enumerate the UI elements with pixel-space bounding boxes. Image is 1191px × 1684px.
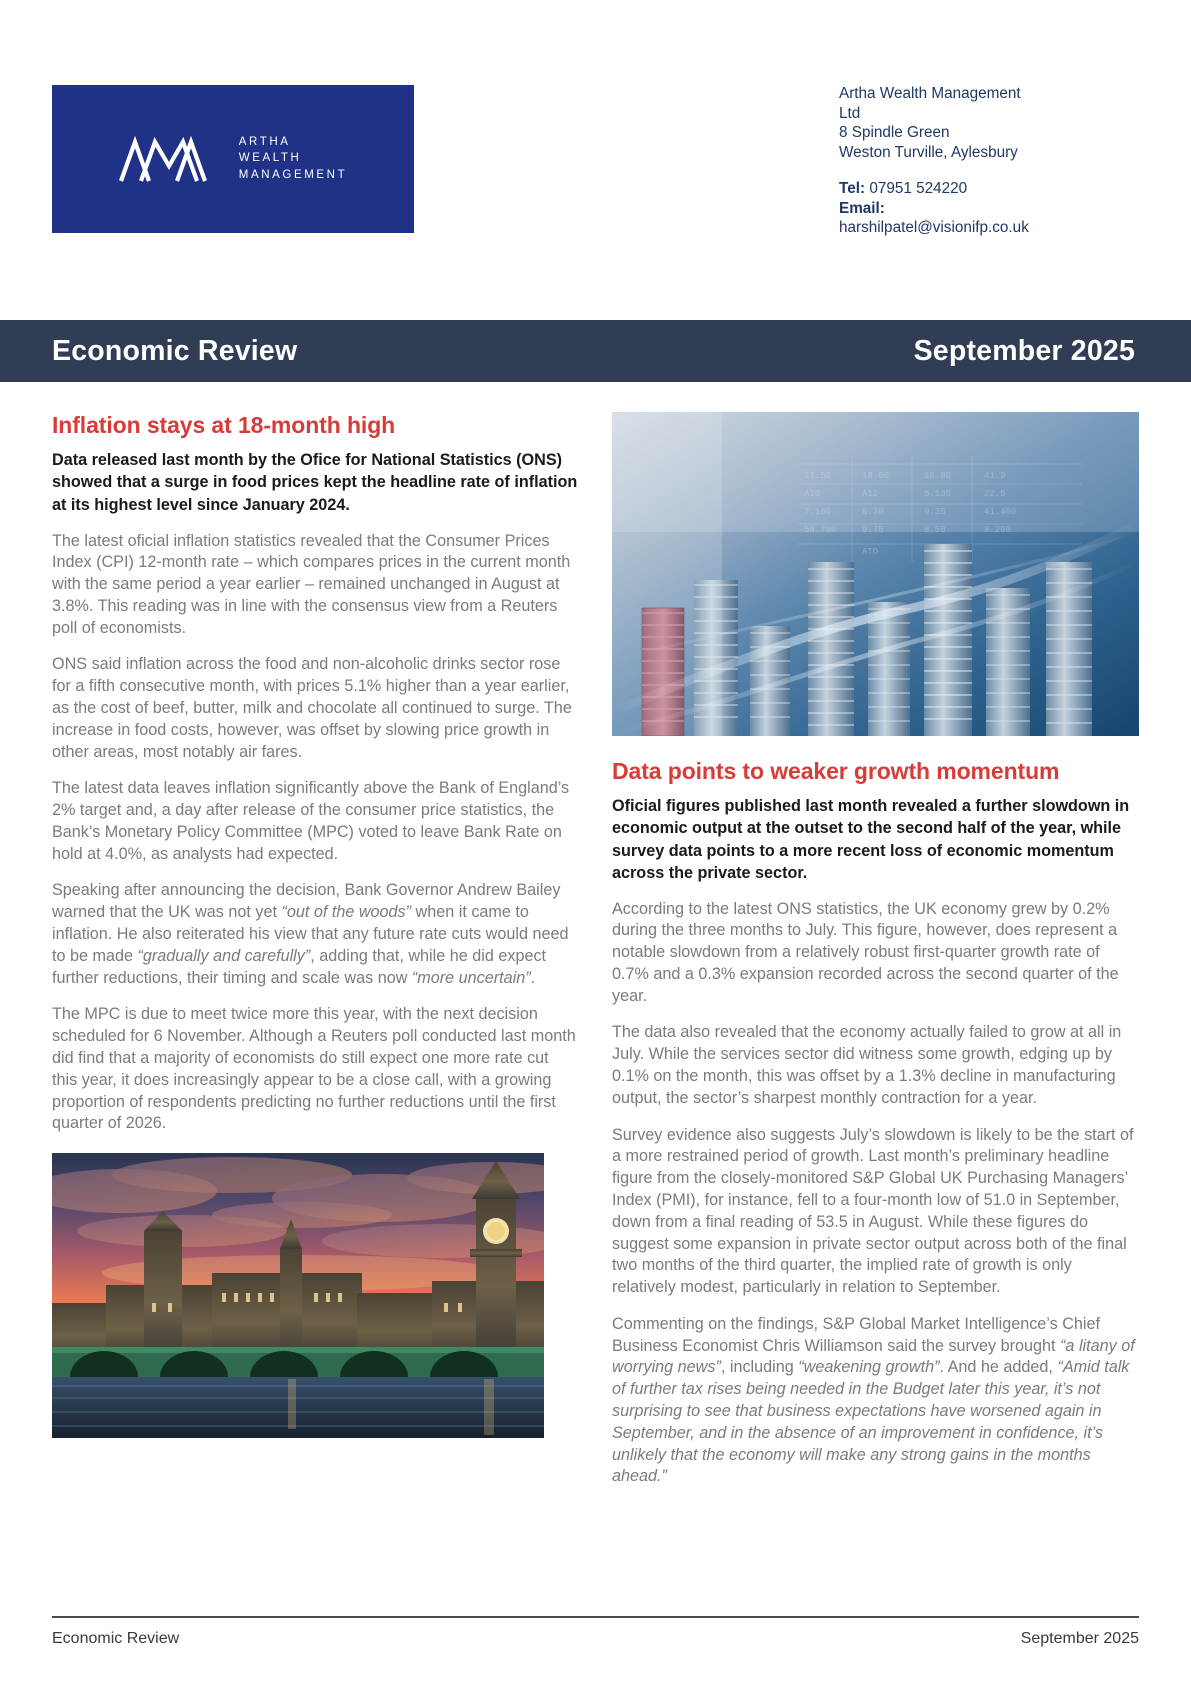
quote-run: Commenting on the findings, S&P Global Market Intelligence’s Chief Business Economist Chris Williamson said the survey brought — [612, 1314, 1100, 1355]
masthead — [0, 0, 1191, 300]
parliament-photo-graphic — [52, 1153, 544, 1438]
contact-block — [839, 84, 1139, 238]
logo-text-wealth: WEALTH — [238, 152, 302, 165]
svg-text:A12: A12 — [862, 489, 879, 499]
contact-email-value[interactable]: harshilpatel@visionifp.co.uk — [839, 219, 1029, 237]
svg-text:58.700: 58.700 — [804, 525, 837, 535]
contact-tel-row — [839, 179, 1139, 199]
svg-text:22.5: 22.5 — [984, 489, 1006, 499]
footer-divider — [52, 1616, 1139, 1618]
footer-date: September 2025 — [1020, 1630, 1139, 1647]
pull-quote: “gradually and carefully” — [137, 946, 311, 965]
pull-quote: “out of the woods” — [281, 903, 412, 922]
right-column — [612, 412, 1139, 1488]
title-banner — [0, 320, 1191, 382]
article-paragraph: Survey evidence also suggests July’s slowdown is likely to be the start of a more restrained period of growth. Last month’s preliminary headline figure from the closely-monitored S&P Global UK Purchasing Managers’ Index (PMI), for instance, fell to a four-month low of 51.0 in September, down from a final reading of 53.5 in August. While these figures do suggest some expansion in private sector output across both of the final two months of the third quarter, the implied rate of growth is only relatively modest, particularly in relation to September. — [612, 1125, 1134, 1297]
banner-date: September 2025 — [913, 334, 1135, 367]
svg-text:41.400: 41.400 — [984, 507, 1017, 517]
quote-run: Speaking after announcing the decision, Bank Governor Andrew Bailey warned that the UK was not yet — [52, 881, 561, 922]
svg-text:5.135: 5.135 — [924, 489, 952, 499]
pull-quote: “weakening growth” — [798, 1358, 940, 1377]
quote-run: , including — [720, 1358, 799, 1377]
article-lead-inflation: Data released last month by the Ofice for National Statistics (ONS) showed that a surge in food prices kept the headline rate of inflation at its highest level since January 2024. — [52, 451, 578, 514]
article-paragraph: The MPC is due to meet twice more this year, with the next decision scheduled for 6 November. Although a Reuters poll conducted last month did find that a majority of economists do still expect one more rate cut this year, it does increasingly appear to be a close call, with a growing proportion of respondents predicting no further reductions until the first quarter of 2026. — [52, 1005, 576, 1133]
pull-quote-long: “Amid talk of further tax rises being needed in the Budget later this year, it’s not surprising to see that business expectations have worsened again in September, and in the absence of an improvement in confidence, it’s unlikely that the economy will make any strong gains in the months ahead.” — [612, 1358, 1130, 1486]
contact-email-label: Email: — [839, 199, 885, 217]
left-column — [52, 412, 578, 1488]
content-columns — [52, 412, 1139, 1488]
quote-run: . — [530, 968, 536, 987]
svg-text:17.50: 17.50 — [804, 471, 832, 481]
article-paragraph-with-quotes — [612, 1314, 1139, 1488]
article-heading-inflation: Inflation stays at 18-month high — [52, 412, 396, 438]
contact-tel-value: 07951 524220 — [869, 180, 968, 198]
svg-text:9.75: 9.75 — [862, 525, 884, 535]
quote-run: . And he added, — [939, 1358, 1058, 1377]
quote-run: when it came to inflation. He also reiterated his view that any future rate cuts would need to be made — [52, 903, 569, 965]
svg-text:8.200: 8.200 — [984, 525, 1012, 535]
contact-company-line2: Ltd — [839, 104, 861, 122]
article-lead-growth: Oficial figures published last month revealed a further slowdown in economic output at the outset to the second half of the year, while survey data points to a more recent loss of economic momentum across the private sector. — [612, 797, 1130, 882]
article-paragraph: The latest data leaves inflation significantly above the Bank of England’s 2% target and, a day after release of the consumer price statistics, the Bank’s Monetary Policy Committee (MPC) voted to leave Bank Rate on hold at 4.0%, as analysts had expected. — [52, 779, 570, 863]
article-paragraph: The latest oficial inflation statistics revealed that the Consumer Prices Index (CPI) 12-month rate – which compares prices in the current month with the same period a year earlier – remained unchanged in August at 3.8%. This reading was in line with the consensus view from a Reuters poll of economists. — [52, 531, 571, 637]
svg-text:7.160: 7.160 — [804, 507, 832, 517]
svg-text:ATO: ATO — [862, 547, 879, 557]
page-footer — [52, 1630, 1139, 1648]
svg-text:16.80: 16.80 — [924, 471, 952, 481]
article-paragraph: According to the latest ONS statistics, the UK economy grew by 0.2% during the three months to July. This figure, however, does represent a notable slowdown from a relatively robust first-quarter growth rate of 0.7% and a 0.3% expansion recorded across the second quarter of the year. — [612, 899, 1119, 1005]
logo-text-management: MANAGEMENT — [238, 168, 348, 181]
contact-company-line1: Artha Wealth Management — [839, 85, 1021, 102]
contact-tel-label: Tel: — [839, 180, 866, 198]
quote-run: , adding that, while he did expect further reductions, their timing and scale was now — [52, 946, 547, 987]
coins-finance-photo-graphic — [612, 412, 1139, 736]
svg-text:6.30: 6.30 — [862, 507, 884, 517]
coins-finance-photo — [612, 412, 1139, 736]
svg-text:41.9: 41.9 — [984, 471, 1006, 481]
svg-text:8.50: 8.50 — [924, 525, 946, 535]
svg-text:9.35: 9.35 — [924, 507, 946, 517]
article-paragraph-with-quotes — [52, 880, 578, 989]
article-paragraph: ONS said inflation across the food and non-alcoholic drinks sector rose for a fifth consecutive month, with prices 5.1% higher than a year earlier, as the cost of beef, butter, milk and chocolate all continued to surge. The increase in food costs, however, was offset by slowing price growth in other areas, most notably air fares. — [52, 655, 572, 761]
svg-text:A10: A10 — [804, 489, 821, 499]
parliament-photo — [52, 1153, 544, 1438]
svg-text:18.00: 18.00 — [862, 471, 890, 481]
footer-title: Economic Review — [52, 1630, 180, 1647]
company-logo — [52, 85, 414, 233]
contact-address-line2: Weston Turville, Aylesbury — [839, 143, 1018, 161]
awm-monogram-icon — [119, 136, 223, 182]
article-paragraph: The data also revealed that the economy actually failed to grow at all in July. While the services sector did witness some growth, edging up by 0.1% on the month, this was offset by a 1.3% decline in manufacturing output, the sector’s sharpest monthly contraction for a year. — [612, 1023, 1122, 1107]
article-heading-growth: Data points to weaker growth momentum — [612, 758, 1060, 784]
contact-address-line1: 8 Spindle Green — [839, 124, 950, 142]
banner-title: Economic Review — [52, 334, 298, 367]
pull-quote: “a litany of worrying news” — [612, 1336, 1135, 1377]
pull-quote: “more uncertain” — [411, 968, 531, 987]
logo-text-artha: ARTHA — [238, 135, 291, 148]
